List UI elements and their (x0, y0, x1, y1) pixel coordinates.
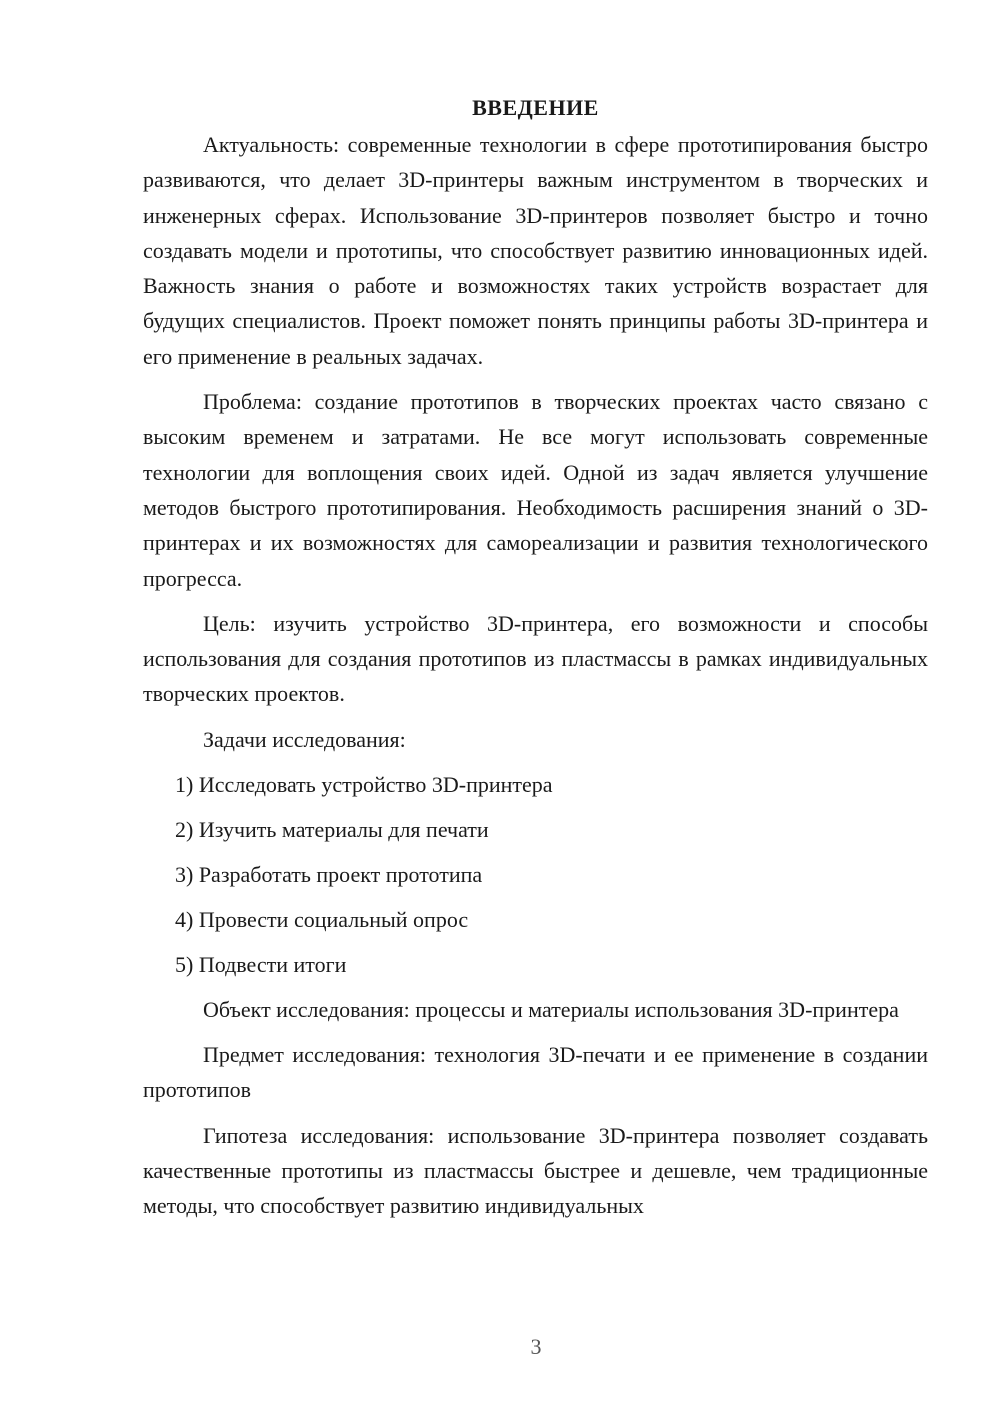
subject-paragraph: Предмет исследования: технология 3D-печати и ее применение в создании прототипов (143, 1042, 928, 1103)
list-item: 1) Исследовать устройство 3D-принтера (175, 771, 553, 797)
object-paragraph: Объект исследования: процессы и материалы использования 3D-принтера (203, 996, 899, 1022)
list-item: 4) Провести социальный опрос (175, 906, 469, 932)
hypothesis-paragraph: Гипотеза исследования: использование 3D-принтера позволяет создавать качественные прототипы из пластмассы быстрее и дешевле, чем традиционные методы, что способствует развитию индивидуальных (143, 1122, 928, 1219)
tasks-list (143, 767, 928, 982)
document-page (143, 90, 928, 1234)
page-number: 3 (530, 1334, 542, 1359)
list-item: 3) Разработать проект прототипа (175, 861, 483, 887)
tasks-title: Задачи исследования: (203, 726, 406, 752)
goal-paragraph: Цель: изучить устройство 3D-принтера, его возможности и способы использования для создания прототипов из пластмассы в рамках индивидуальных творческих проектов. (143, 610, 928, 707)
page-title: ВВЕДЕНИЕ (472, 95, 599, 120)
problem-paragraph: Проблема: создание прототипов в творческих проектах часто связано с высоким временем и затратами. Не все могут использовать современные технологии для воплощения своих идей. Одной из задач является улучшение методов быстрого прототипирования. Необходимость расширения знаний о 3D-принтерах и их возможностях для самореализации и развития технологического прогресса. (143, 389, 928, 591)
relevance-paragraph: Актуальность: современные технологии в сфере прототипирования быстро развиваются, что делает 3D-принтеры важным инструментом в творческих и инженерных сферах. Использование 3D-принтеров позволяет быстро и точно создавать модели и прототипы, что способствует развитию инновационных идей. Важность знания о работе и возможностях таких устройств возрастает для будущих специалистов. Проект поможет понять принципы работы 3D-принтера и его применение в реальных задачах. (143, 132, 928, 369)
list-item: 5) Подвести итоги (175, 951, 347, 977)
list-item: 2) Изучить материалы для печати (175, 816, 489, 842)
